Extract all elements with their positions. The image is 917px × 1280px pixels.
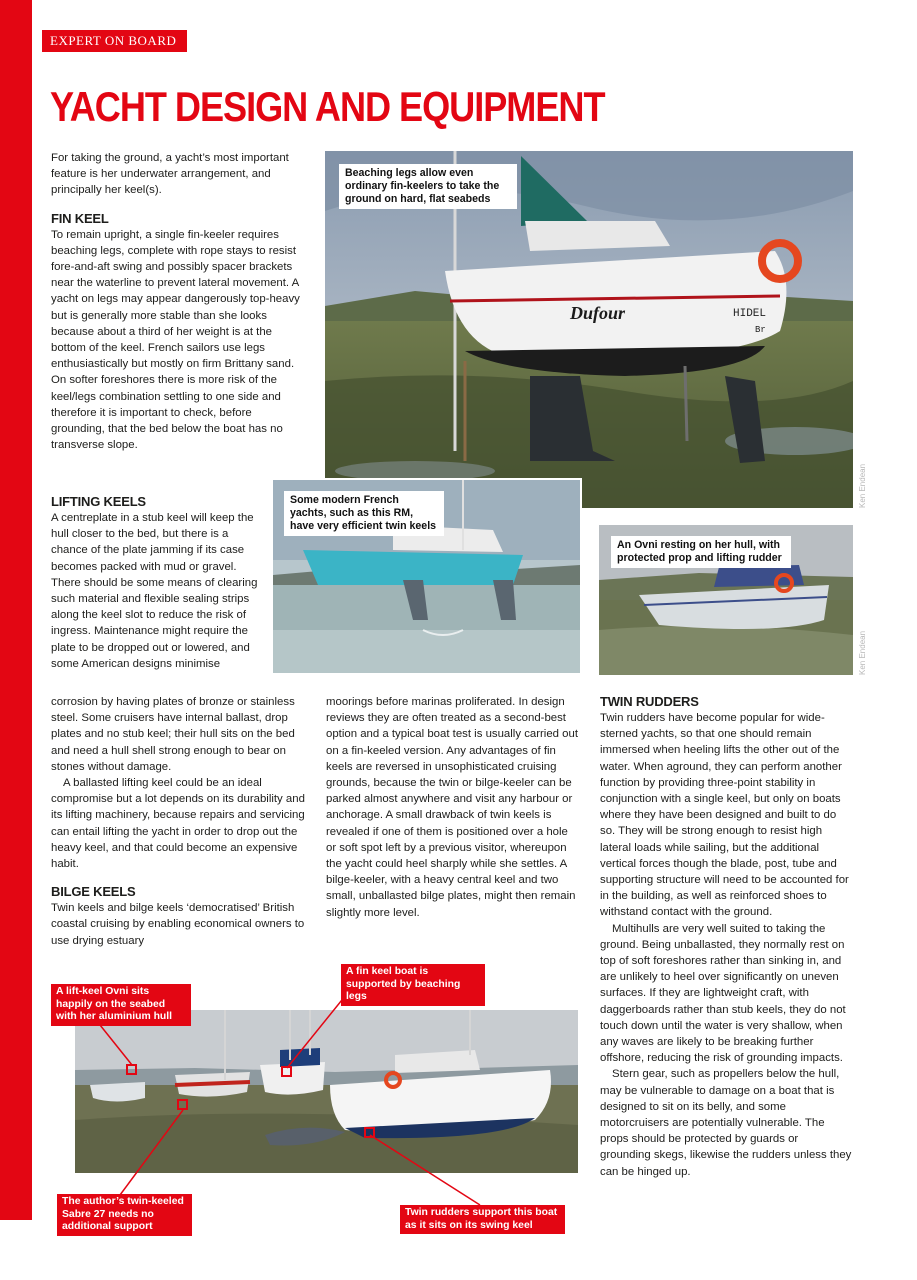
bilge-keels-paragraph: Twin keels and bilge keels ‘democratised’ British coastal cruising by enabling economical owners to use drying estuary <box>51 902 305 947</box>
hull-name-br: Br <box>755 325 766 335</box>
hull-name-dufour: Dufour <box>570 303 626 323</box>
twin-rudders-heading: TWIN RUDDERS <box>600 694 699 709</box>
middle-column-paragraph: moorings before marinas proliferated. In design reviews they are often treated as a second-best option and a typical boat test is usually carried out on a fin-keeled version. Any advantages of fin keels are reversed in unsophisticated cruising grounds, because the twin or bilge-keeler can be parked almost anywhere and visit any harbour or anchorage. A small drawback of twin keels is revealed if one of them is positioned over a hole or soft spot left by a previous visitor, whereupon the yacht could heel sharply while she settles. A bilge-keeler, with a heavy central keel and two small, unballasted bilge plates, might then remain slightly more level. <box>326 696 579 919</box>
section-tag: EXPERT ON BOARD <box>42 30 187 52</box>
lifting-keels-paragraph-1: A centreplate in a stub keel will keep the hull closer to the bed, but there is a chance of the plate jamming if its case becomes packed with mud or gravel. There should be some means of clearing such material and flexible sealing strips along the keel slot to reduce the risk of ingress. Maintenance might require the plate to be dropped out or lowered, and some American designs minimise <box>51 512 258 670</box>
photo-credit-ovni: Ken Endean <box>858 630 867 675</box>
photo-credit-main: Ken Endean <box>858 463 867 508</box>
twin-rudders-paragraph-1: Twin rudders have become popular for wide-sterned yachts, so that one should remain immersed when heeling lifts the other out of the water. When aground, they can perform another function by providing three-point stability in conjunction with a single keel, but only on boats where they have been designed and built to do so. They will be strong enough to resist high lateral loads while sailing, but the additional vertical forces though the blade, post, tube and supporting structure will need to be accounted for in the building, as well as reinforced shoes to withstand contact with the ground. <box>600 712 849 919</box>
caption-rm-twin-keels: Some modern French yachts, such as this RM, have very efficient twin keels <box>284 491 444 536</box>
twin-rudders-paragraph-3: Stern gear, such as propellers below the hull, may be vulnerable to damage on a boat that is designed to sit on its belly, and some motorcruisers are potentially vulnerable. The props should be protected by guards or grounding skegs, likewise the rudders unless they can be hinged up. <box>600 1068 852 1178</box>
callout-twin-keeled-sabre: The author’s twin-keeled Sabre 27 needs no additional support <box>57 1194 192 1236</box>
lifting-keels-heading: LIFTING KEELS <box>51 494 146 509</box>
callout-fin-keel-legs: A fin keel boat is supported by beaching legs <box>341 964 485 1006</box>
bilge-keels-heading: BILGE KEELS <box>51 884 136 900</box>
lifting-keels-paragraph-1-cont: corrosion by having plates of bronze or stainless steel. Some cruisers have internal ballast, drop plates and no stub keel; their hull sits on the bed and need a hull shell strong enough to bear on stones without damage. <box>51 696 295 773</box>
intro-paragraph: For taking the ground, a yacht’s most important feature is her underwater arrangement, and principally her keel(s). <box>51 152 289 197</box>
headline: YACHT DESIGN AND EQUIPMENT <box>50 83 605 130</box>
caption-ovni: An Ovni resting on her hull, with protected prop and lifting rudder <box>611 536 791 568</box>
fin-keel-paragraph: To remain upright, a single fin-keeler requires beaching legs, complete with rope stays to resist fore-and-aft swing and possibly spacer brackets near the waterline to prevent lateral movement. A yacht on legs may appear dangerously top-heavy but is generally more stable than she looks because about a third of her weight is at the bottom of the keel. French sailors use legs enthusiastically but mostly on firm Brittany sand. On softer foreshores there is more risk of the keel/legs combination settling to one side and therefore it is important to check, before grounding, that the bed below the boat has no transverse slope. <box>51 228 300 452</box>
hull-name-hidel: HIDEL <box>733 308 767 320</box>
caption-beaching-legs: Beaching legs allow even ordinary fin-keelers to take the ground on hard, flat seabeds <box>339 164 517 209</box>
fin-keel-heading: FIN KEEL <box>51 210 109 226</box>
callout-twin-rudders-swing-keel: Twin rudders support this boat as it sits on its swing keel <box>400 1205 565 1234</box>
callout-lift-keel-ovni: A lift-keel Ovni sits happily on the seabed with her aluminium hull <box>51 984 191 1026</box>
twin-rudders-paragraph-2: Multihulls are very well suited to taking the ground. Being unballasted, they normally rest on top of soft foreshores rather than sinking in, and are unlikely to heel over significantly on uneven surfaces. If they are lightweight craft, with daggerboards rather than stub keels, they do not touch down until the water is very shallow, when any waves are likely to be breaking further offshore, reducing the risk of grounding impacts. <box>600 922 846 1065</box>
lifting-keels-paragraph-2: A ballasted lifting keel could be an ideal compromise but a lot depends on its durability and its lifting machinery, because repairs and servicing can entail lifting the yacht in order to drop out the heavy keel, and that could become an expensive habit. <box>51 777 305 871</box>
